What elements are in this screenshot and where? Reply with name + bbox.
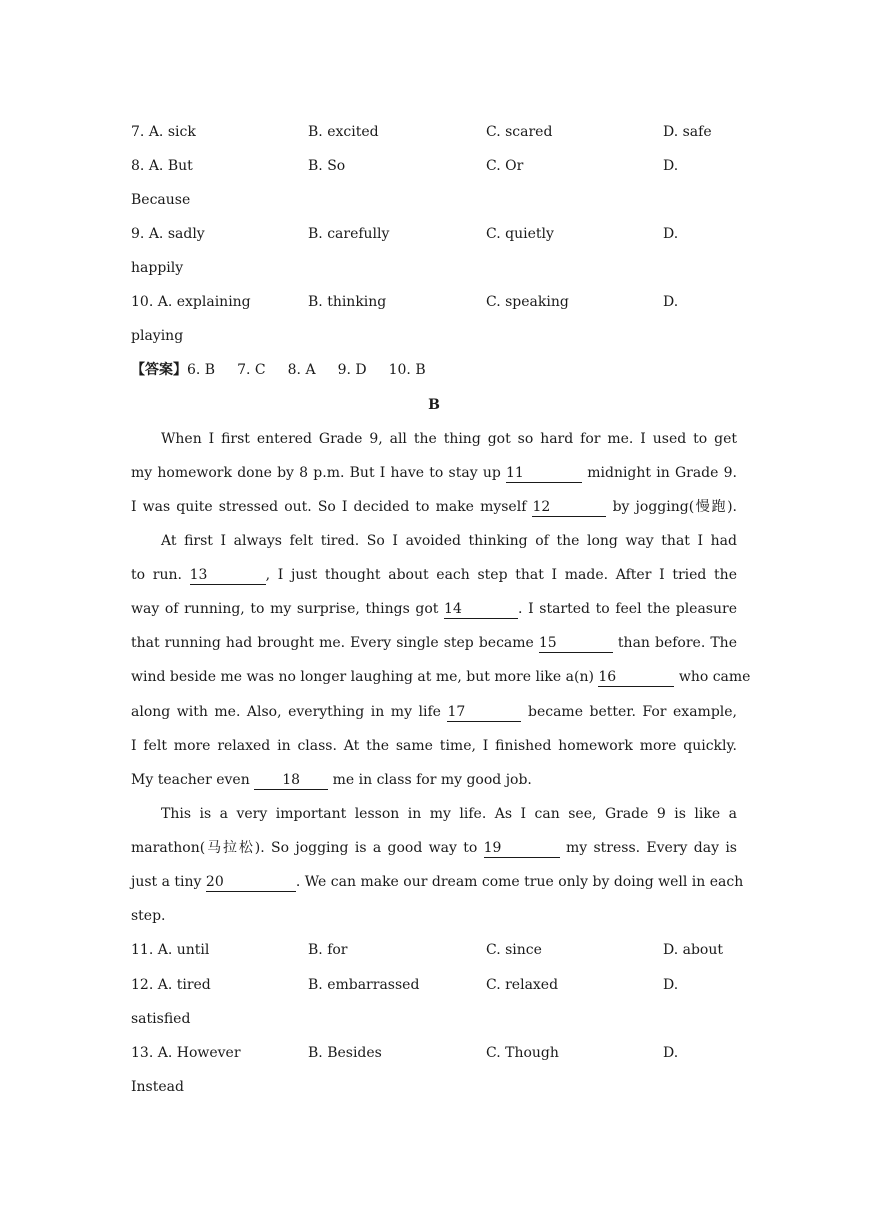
question-11-options [131,933,737,967]
passage-line: At first I always felt tired. So I avoided thinking of the long way that I had [161,533,737,549]
passage-text: by jogging(慢跑). [606,499,738,515]
section-title: B [428,397,440,413]
passage-text: . We can make our dream come true only by doing well in each [295,874,744,890]
question-number: 7. [131,124,145,140]
passage-line [131,695,737,729]
option-b: B. excited [308,124,379,140]
option-a [131,217,205,251]
option-b: B. So [308,158,346,174]
option-d-wrapped-text: happily [131,260,184,276]
passage-text: to run. [131,567,190,583]
blank-20: 20 [206,873,296,892]
question-number: 10. [131,294,154,310]
passage-text: my homework done by 8 p.m. But I have to stay up [131,465,507,481]
passage-text: than before. The [612,635,737,651]
passage-text: . I started to feel the pleasure [518,601,737,617]
option-b: B. embarrassed [308,977,420,993]
blank-14: 14 [444,600,518,619]
option-a [131,1036,241,1070]
answer-item: 10. B [388,362,426,378]
option-a-text: A. until [157,942,210,958]
passage-line [131,490,737,524]
passage-text: my stress. Every day is [559,840,737,856]
blank-17: 17 [447,703,521,722]
option-d: D. [663,226,679,242]
option-d-wrapped-text: Instead [131,1079,184,1095]
blank-15: 15 [539,634,613,653]
question-number: 13. [131,1045,154,1061]
option-a [131,968,211,1002]
question-7-options [131,115,737,149]
passage-line: step. [131,908,166,924]
passage-text: My teacher even [131,772,255,788]
passage-line [131,592,737,626]
blank-11: 11 [506,464,582,483]
passage-text: along with me. Also, everything in my life [131,704,448,720]
blank-13: 13 [190,566,266,585]
blank-19: 19 [484,839,560,858]
passage-text: way of running, to my surprise, things got [131,601,445,617]
passage-line: This is a very important lesson in my life. As I can see, Grade 9 is like a [161,806,737,822]
passage-text: midnight in Grade 9. [582,465,737,481]
option-a-text: A. sadly [148,226,205,242]
passage-text: me in class for my good job. [328,772,532,788]
option-c: C. since [486,942,542,958]
passage-text: who came [674,669,751,685]
option-c: C. relaxed [486,977,559,993]
passage-line [131,456,737,490]
question-10-options [131,285,737,319]
answer-item: 7. C [237,362,266,378]
option-a [131,285,251,319]
passage-text: became better. For example, [521,704,737,720]
answer-label: 【答案】 [131,362,187,378]
option-d: D. [663,294,679,310]
option-d: D. [663,158,679,174]
passage-line: I felt more relaxed in class. At the same time, I finished homework more quickly. [131,738,737,754]
passage-text: that running had brought me. Every single step became [131,635,539,651]
option-d-wrapped-text: playing [131,328,184,344]
passage-text: , I just thought about each step that I made. After I tried the [265,567,737,583]
blank-12: 12 [532,498,606,517]
answer-item: 9. D [337,362,367,378]
passage-line [131,831,737,865]
option-c: C. Though [486,1045,559,1061]
question-number: 11. [131,942,154,958]
passage-text: I was quite stressed out. So I decided to make myself [131,499,533,515]
option-d-wrapped-text: satisfied [131,1011,191,1027]
option-d: D. about [663,942,724,958]
passage-line [131,558,737,592]
option-a-text: A. explaining [157,294,251,310]
passage-line [131,660,751,694]
option-b: B. carefully [308,226,390,242]
question-number: 12. [131,977,154,993]
option-b: B. Besides [308,1045,382,1061]
answer-key [131,353,737,387]
passage-text: wind beside me was no longer laughing at me, but more like a(n) [131,669,599,685]
passage-line [131,865,744,899]
option-c: C. Or [486,158,524,174]
option-d-wrapped-text: Because [131,192,191,208]
option-a [131,933,209,967]
question-9-options [131,217,737,251]
passage-text: marathon(马拉松). So jogging is a good way to [131,840,484,856]
option-d: D. [663,1045,679,1061]
option-c: C. speaking [486,294,569,310]
blank-16: 16 [598,668,674,687]
option-a-text: A. However [157,1045,241,1061]
question-12-options [131,968,737,1002]
question-number: 8. [131,158,145,174]
question-8-options [131,149,737,183]
option-d: D. safe [663,124,712,140]
option-a [131,115,196,149]
passage-line: When I first entered Grade 9, all the thing got so hard for me. I used to get [161,431,737,447]
option-d: D. [663,977,679,993]
answer-item: 6. B [187,362,216,378]
option-a-text: A. sick [148,124,196,140]
option-b: B. for [308,942,348,958]
option-c: C. quietly [486,226,554,242]
option-a-text: A. But [148,158,193,174]
passage-line [131,763,737,797]
question-number: 9. [131,226,145,242]
question-13-options [131,1036,737,1070]
passage-text: just a tiny [131,874,206,890]
option-a [131,149,193,183]
blank-18: 18 [254,771,328,790]
option-a-text: A. tired [157,977,211,993]
answer-item: 8. A [287,362,316,378]
option-b: B. thinking [308,294,387,310]
option-c: C. scared [486,124,553,140]
passage-line [131,626,737,660]
